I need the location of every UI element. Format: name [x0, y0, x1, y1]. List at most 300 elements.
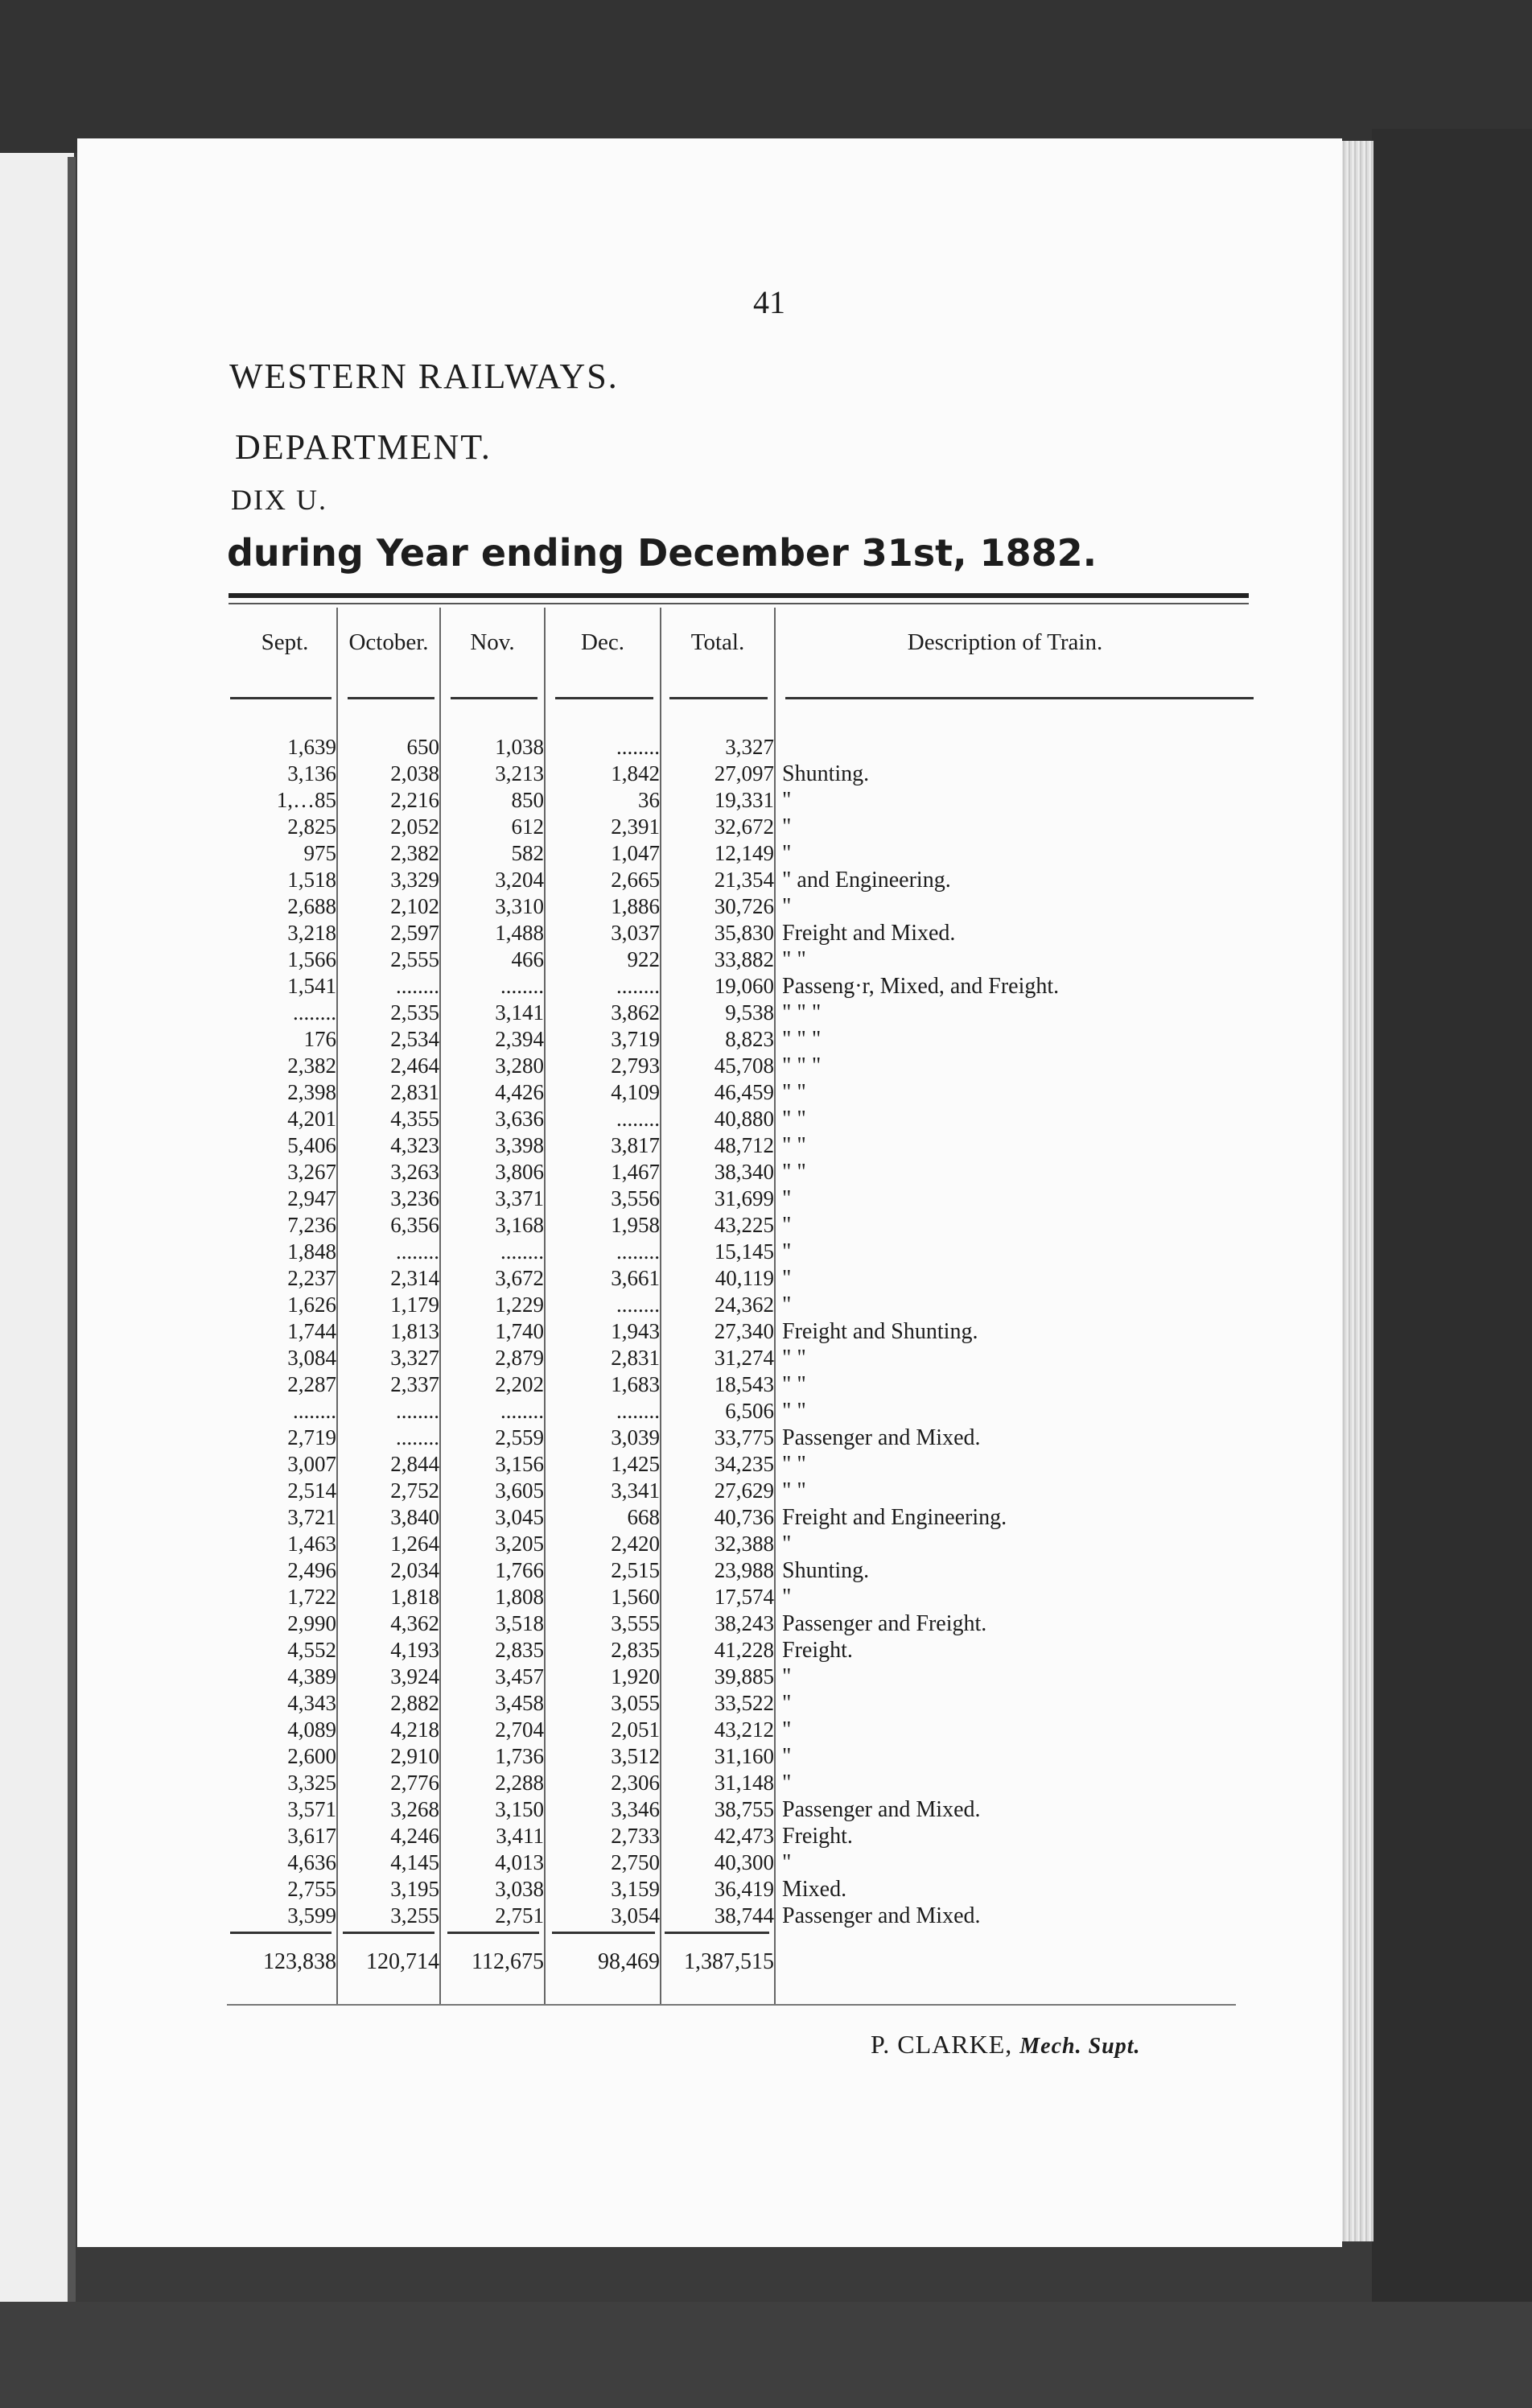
cell-dec: 668 [627, 1505, 660, 1529]
cell-sept: 4,089 [287, 1717, 336, 1742]
cell-nov: 582 [511, 841, 544, 865]
cell-sept: 3,007 [287, 1452, 336, 1476]
cell-total: 38,340 [714, 1160, 774, 1184]
cell-october: 650 [406, 735, 439, 759]
cell-description: " " [782, 1452, 806, 1477]
cell-dec: 922 [627, 947, 660, 971]
header-underline [669, 697, 768, 699]
cell-description: " and Engineering. [782, 868, 951, 893]
cell-total: 17,574 [714, 1585, 774, 1609]
cell-dec: 1,842 [611, 761, 660, 785]
cell-dec: ........ [616, 1293, 660, 1317]
cell-total: 24,362 [714, 1293, 774, 1317]
cell-dec: 2,391 [611, 814, 660, 839]
header-underline [451, 697, 537, 699]
cell-nov: 3,672 [495, 1266, 544, 1290]
cell-october: 1,179 [390, 1293, 439, 1317]
cell-sept: 4,343 [287, 1691, 336, 1715]
cell-october: 2,882 [390, 1691, 439, 1715]
cell-dec: 3,346 [611, 1797, 660, 1821]
cell-nov: 3,168 [495, 1213, 544, 1237]
cell-description: " " [782, 1399, 806, 1424]
header-total: Total. [690, 629, 745, 655]
cell-sept: 4,636 [287, 1850, 336, 1874]
cell-october: 3,255 [390, 1903, 439, 1928]
cell-total: 15,145 [714, 1239, 774, 1264]
cell-nov: 1,038 [495, 735, 544, 759]
cell-sept: 3,325 [287, 1771, 336, 1795]
report-title: WESTERN RAILWAYS. [229, 357, 619, 396]
cell-nov: 3,213 [495, 761, 544, 785]
cell-nov: 2,835 [495, 1638, 544, 1662]
cell-nov: 2,751 [495, 1903, 544, 1928]
cell-sept: 2,719 [287, 1425, 336, 1449]
cell-description: " " [782, 1478, 806, 1503]
cell-total: 32,672 [714, 814, 774, 839]
cell-nov: 3,038 [495, 1877, 544, 1901]
cell-dec: 1,943 [611, 1319, 660, 1343]
cell-dec: 3,556 [611, 1186, 660, 1210]
cell-description: " [782, 1771, 792, 1796]
cell-description: " [782, 894, 792, 919]
cell-sept: 1,541 [287, 974, 336, 998]
scan-background-bottom [0, 2302, 1532, 2408]
cell-total: 43,212 [714, 1717, 774, 1742]
cell-october: 2,464 [390, 1054, 439, 1078]
cell-nov: 2,879 [495, 1346, 544, 1370]
cell-total: 12,149 [714, 841, 774, 865]
cell-total: 21,354 [714, 868, 774, 892]
cell-dec: ........ [616, 1399, 660, 1423]
cell-nov: 3,205 [495, 1532, 544, 1556]
cell-october: 1,813 [390, 1319, 439, 1343]
cell-total: 6,506 [725, 1399, 774, 1423]
cell-description: " [782, 1186, 792, 1211]
period-heading: during Year ending December 31st, 1882. [227, 531, 1098, 575]
cell-nov: 1,488 [495, 921, 544, 945]
cell-total: 40,736 [714, 1505, 774, 1529]
cell-sept: 2,755 [287, 1877, 336, 1901]
cell-october: 2,910 [390, 1744, 439, 1768]
cell-description: " " " [782, 1027, 822, 1052]
totals-rule [552, 1932, 655, 1934]
cell-october: 3,329 [390, 868, 439, 892]
cell-sept: 1,848 [287, 1239, 336, 1264]
cell-nov: ........ [500, 974, 544, 998]
cell-sept: 5,406 [287, 1133, 336, 1157]
cell-sept: 3,617 [287, 1824, 336, 1848]
cell-description: " " " [782, 1000, 822, 1025]
column-october [338, 734, 439, 1929]
cell-description: " [782, 1744, 792, 1769]
cell-sept: 1,518 [287, 868, 336, 892]
cell-october: 2,102 [390, 894, 439, 918]
cell-dec: 2,420 [611, 1532, 660, 1556]
cell-nov: 4,013 [495, 1850, 544, 1874]
header-underline [555, 697, 653, 699]
cell-dec: 2,733 [611, 1824, 660, 1848]
total-sept: 123,838 [263, 1949, 336, 1974]
cell-description: " " [782, 947, 806, 972]
cell-description: " " [782, 1133, 806, 1158]
header-underline [785, 697, 1254, 699]
cell-total: 27,629 [714, 1478, 774, 1503]
total-dec: 98,469 [598, 1949, 660, 1974]
header-rule-thin [229, 603, 1249, 604]
cell-nov: 3,518 [495, 1611, 544, 1635]
cell-dec: 2,665 [611, 868, 660, 892]
cell-description: Freight and Engineering. [782, 1505, 1007, 1530]
cell-nov: 3,806 [495, 1160, 544, 1184]
cell-nov: 3,605 [495, 1478, 544, 1503]
cell-nov: 1,766 [495, 1558, 544, 1582]
cell-sept: 3,136 [287, 761, 336, 785]
cell-sept: 2,514 [287, 1478, 336, 1503]
cell-description: " " [782, 1107, 806, 1132]
header-underline [230, 697, 332, 699]
cell-dec: ........ [616, 735, 660, 759]
cell-october: 2,038 [390, 761, 439, 785]
cell-description [782, 734, 1059, 761]
cell-sept: 7,236 [287, 1213, 336, 1237]
cell-sept: 2,688 [287, 894, 336, 918]
binding-edge [68, 157, 76, 2302]
cell-sept: 3,218 [287, 921, 336, 945]
cell-nov: 3,150 [495, 1797, 544, 1821]
cell-total: 3,327 [725, 735, 774, 759]
cell-total: 33,522 [714, 1691, 774, 1715]
cell-description: Passeng·r, Mixed, and Freight. [782, 974, 1060, 999]
cell-total: 48,712 [714, 1133, 774, 1157]
cell-dec: 3,159 [611, 1877, 660, 1901]
cell-total: 31,699 [714, 1186, 774, 1210]
cell-sept: 4,552 [287, 1638, 336, 1662]
cell-dec: 3,719 [611, 1027, 660, 1051]
cell-october: 2,555 [390, 947, 439, 971]
cell-sept: 2,382 [287, 1054, 336, 1078]
cell-description: " " [782, 1346, 806, 1371]
cell-nov: 2,202 [495, 1372, 544, 1396]
cell-nov: 2,394 [495, 1027, 544, 1051]
cell-october: 2,216 [390, 788, 439, 812]
header-underline [348, 697, 434, 699]
cell-total: 19,331 [714, 788, 774, 812]
cell-october: 1,818 [390, 1585, 439, 1609]
cell-total: 31,148 [714, 1771, 774, 1795]
cell-nov: 850 [511, 788, 544, 812]
cell-total: 39,885 [714, 1664, 774, 1688]
cell-description: " " [782, 1160, 806, 1185]
cell-total: 40,300 [714, 1850, 774, 1874]
cell-total: 27,340 [714, 1319, 774, 1343]
cell-october: 2,752 [390, 1478, 439, 1503]
cell-october: 2,034 [390, 1558, 439, 1582]
cell-description: Passenger and Mixed. [782, 1425, 981, 1450]
cell-dec: 2,750 [611, 1850, 660, 1874]
cell-description: " [782, 1585, 792, 1610]
column-nov [441, 734, 544, 1929]
department-heading: DEPARTMENT. [235, 427, 492, 467]
cell-total: 38,755 [714, 1797, 774, 1821]
cell-sept: 1,…85 [276, 788, 336, 812]
cell-description: Freight and Mixed. [782, 921, 956, 946]
cell-description: " [782, 1691, 792, 1716]
cell-sept: 2,287 [287, 1372, 336, 1396]
cell-total: 38,744 [714, 1903, 774, 1928]
cell-nov: 1,808 [495, 1585, 544, 1609]
cell-october: 1,264 [390, 1532, 439, 1556]
cell-sept: 1,566 [287, 947, 336, 971]
cell-nov: 3,371 [495, 1186, 544, 1210]
cell-dec: 3,862 [611, 1000, 660, 1025]
cell-total: 46,459 [714, 1080, 774, 1104]
cell-sept: 2,600 [287, 1744, 336, 1768]
cell-total: 32,388 [714, 1532, 774, 1556]
cell-dec: 3,055 [611, 1691, 660, 1715]
cell-description: " [782, 1266, 792, 1291]
cell-nov: 3,457 [495, 1664, 544, 1688]
cell-description: " [782, 841, 792, 866]
cell-nov: 3,310 [495, 894, 544, 918]
cell-total: 33,882 [714, 947, 774, 971]
cell-total: 45,708 [714, 1054, 774, 1078]
cell-october: 4,246 [390, 1824, 439, 1848]
cell-description: Freight. [782, 1638, 853, 1663]
cell-october: 2,052 [390, 814, 439, 839]
cell-sept: 2,496 [287, 1558, 336, 1582]
cell-dec: 36 [638, 788, 660, 812]
cell-sept: 1,463 [287, 1532, 336, 1556]
cell-october: 3,924 [390, 1664, 439, 1688]
cell-description: " " " [782, 1054, 822, 1078]
cell-nov: 3,141 [495, 1000, 544, 1025]
cell-sept: 3,721 [287, 1505, 336, 1529]
cell-dec: 3,817 [611, 1133, 660, 1157]
cell-dec: 4,109 [611, 1080, 660, 1104]
cell-dec: 3,512 [611, 1744, 660, 1768]
cell-total: 31,160 [714, 1744, 774, 1768]
cell-dec: 1,560 [611, 1585, 660, 1609]
cell-sept: 975 [303, 841, 336, 865]
cell-total: 41,228 [714, 1638, 774, 1662]
header-october: October. [348, 629, 429, 655]
cell-nov: 3,458 [495, 1691, 544, 1715]
cell-october: 4,193 [390, 1638, 439, 1662]
cell-description: " " [782, 1372, 806, 1397]
cell-nov: 1,740 [495, 1319, 544, 1343]
cell-nov: 2,704 [495, 1717, 544, 1742]
cell-dec: 2,831 [611, 1346, 660, 1370]
cell-description: " [782, 788, 792, 813]
cell-october: ........ [396, 1425, 439, 1449]
cell-nov: 1,736 [495, 1744, 544, 1768]
totals-rule [343, 1932, 434, 1934]
cell-dec: 2,793 [611, 1054, 660, 1078]
cell-dec: 1,467 [611, 1160, 660, 1184]
cell-description: " [782, 1239, 792, 1264]
total-nov: 112,675 [472, 1949, 544, 1974]
cell-nov: 1,229 [495, 1293, 544, 1317]
cell-october: 3,840 [390, 1505, 439, 1529]
signature-title: Mech. Supt. [1019, 2034, 1141, 2059]
cell-total: 38,243 [714, 1611, 774, 1635]
cell-total: 36,419 [714, 1877, 774, 1901]
page-edges [1340, 141, 1373, 2241]
header-description: Description of Train. [907, 629, 1103, 655]
page-number: 41 [753, 284, 785, 320]
cell-sept: 2,398 [287, 1080, 336, 1104]
cell-nov: 612 [511, 814, 544, 839]
cell-sept: 2,237 [287, 1266, 336, 1290]
cell-description: " [782, 1850, 792, 1875]
cell-nov: 3,411 [496, 1824, 544, 1848]
cell-october: ........ [396, 1399, 439, 1423]
cell-sept: 1,722 [287, 1585, 336, 1609]
cell-sept: 1,626 [287, 1293, 336, 1317]
cell-total: 40,880 [714, 1107, 774, 1131]
cell-dec: 1,425 [611, 1452, 660, 1476]
column-total [661, 734, 774, 1929]
cell-nov: 3,636 [495, 1107, 544, 1131]
cell-october: 3,236 [390, 1186, 439, 1210]
cell-october: 4,355 [390, 1107, 439, 1131]
cell-sept: 2,990 [287, 1611, 336, 1635]
cell-total: 9,538 [725, 1000, 774, 1025]
cell-october: 3,327 [390, 1346, 439, 1370]
scan-background-top [0, 0, 1532, 153]
cell-october: 2,314 [390, 1266, 439, 1290]
cell-october: 2,844 [390, 1452, 439, 1476]
cell-total: 30,726 [714, 894, 774, 918]
cell-october: 4,218 [390, 1717, 439, 1742]
cell-sept: 176 [303, 1027, 336, 1051]
footer-rule [227, 2004, 1236, 2006]
cell-dec: 2,051 [611, 1717, 660, 1742]
cell-sept: 2,825 [287, 814, 336, 839]
cell-dec: ........ [616, 974, 660, 998]
cell-sept: 2,947 [287, 1186, 336, 1210]
cell-sept: ........ [293, 1000, 336, 1025]
cell-sept: 1,744 [287, 1319, 336, 1343]
cell-october: 2,776 [390, 1771, 439, 1795]
cell-total: 34,235 [714, 1452, 774, 1476]
cell-nov: 3,045 [495, 1505, 544, 1529]
cell-sept: ........ [293, 1399, 336, 1423]
cell-october: ........ [396, 974, 439, 998]
cell-nov: 466 [511, 947, 544, 971]
cell-sept: 4,389 [287, 1664, 336, 1688]
scan-background-right [1372, 129, 1532, 2318]
cell-description: " [782, 1664, 792, 1689]
signature [871, 2030, 1141, 2060]
cell-dec: 2,306 [611, 1771, 660, 1795]
totals-rule [230, 1932, 332, 1934]
cell-october: 2,337 [390, 1372, 439, 1396]
cell-description: Freight. [782, 1824, 853, 1849]
cell-sept: 3,571 [287, 1797, 336, 1821]
appendix-heading: DIX U. [231, 484, 327, 516]
cell-description: Shunting. [782, 1558, 870, 1583]
header-sept: Sept. [261, 629, 309, 655]
cell-october: 2,831 [390, 1080, 439, 1104]
cell-dec: 2,835 [611, 1638, 660, 1662]
cell-october: 6,356 [390, 1213, 439, 1237]
cell-description: Passenger and Freight. [782, 1611, 987, 1636]
cell-october: ........ [396, 1239, 439, 1264]
cell-dec: ........ [616, 1239, 660, 1264]
cell-dec: 1,683 [611, 1372, 660, 1396]
cell-october: 2,597 [390, 921, 439, 945]
cell-total: 23,988 [714, 1558, 774, 1582]
cell-dec: 3,661 [611, 1266, 660, 1290]
cell-description: " " [782, 1080, 806, 1105]
cell-total: 31,274 [714, 1346, 774, 1370]
cell-nov: ........ [500, 1239, 544, 1264]
cell-total: 40,119 [715, 1266, 774, 1290]
cell-october: 2,382 [390, 841, 439, 865]
cell-sept: 4,201 [287, 1107, 336, 1131]
cell-description: Mixed. [782, 1877, 847, 1902]
header-rule-thick [229, 593, 1249, 598]
cell-description: Freight and Shunting. [782, 1319, 978, 1344]
cell-dec: 1,920 [611, 1664, 660, 1688]
cell-dec: 1,958 [611, 1213, 660, 1237]
previous-page-strip [0, 153, 74, 2302]
cell-total: 43,225 [714, 1213, 774, 1237]
cell-nov: 3,204 [495, 868, 544, 892]
cell-sept: 3,267 [287, 1160, 336, 1184]
totals-rule [447, 1932, 539, 1934]
cell-october: 3,268 [390, 1797, 439, 1821]
cell-description: " [782, 814, 792, 839]
total-october: 120,714 [366, 1949, 439, 1974]
cell-dec: 3,555 [611, 1611, 660, 1635]
cell-total: 35,830 [714, 921, 774, 945]
cell-nov: 4,426 [495, 1080, 544, 1104]
cell-total: 18,543 [714, 1372, 774, 1396]
cell-dec: 2,515 [611, 1558, 660, 1582]
cell-sept: 3,084 [287, 1346, 336, 1370]
cell-october: 4,323 [390, 1133, 439, 1157]
cell-october: 2,534 [390, 1027, 439, 1051]
cell-dec: 3,341 [611, 1478, 660, 1503]
cell-total: 33,775 [714, 1425, 774, 1449]
cell-october: 4,145 [390, 1850, 439, 1874]
cell-dec: ........ [616, 1107, 660, 1131]
cell-description: Passenger and Mixed. [782, 1903, 981, 1928]
header-nov: Nov. [470, 629, 515, 655]
cell-october: 3,263 [390, 1160, 439, 1184]
cell-description: " [782, 1532, 792, 1557]
cell-total: 27,097 [714, 761, 774, 785]
cell-october: 4,362 [390, 1611, 439, 1635]
column-dec [546, 734, 660, 1929]
cell-dec: 3,054 [611, 1903, 660, 1928]
cell-nov: 2,288 [495, 1771, 544, 1795]
cell-dec: 1,047 [611, 841, 660, 865]
cell-total: 8,823 [725, 1027, 774, 1051]
column-sept [233, 734, 336, 1929]
cell-nov: 3,398 [495, 1133, 544, 1157]
cell-dec: 1,886 [611, 894, 660, 918]
cell-nov: 2,559 [495, 1425, 544, 1449]
cell-nov: ........ [500, 1399, 544, 1423]
cell-dec: 3,037 [611, 921, 660, 945]
cell-sept: 1,639 [287, 735, 336, 759]
cell-description: " [782, 1293, 792, 1317]
totals-rule [665, 1932, 769, 1934]
cell-dec: 3,039 [611, 1425, 660, 1449]
